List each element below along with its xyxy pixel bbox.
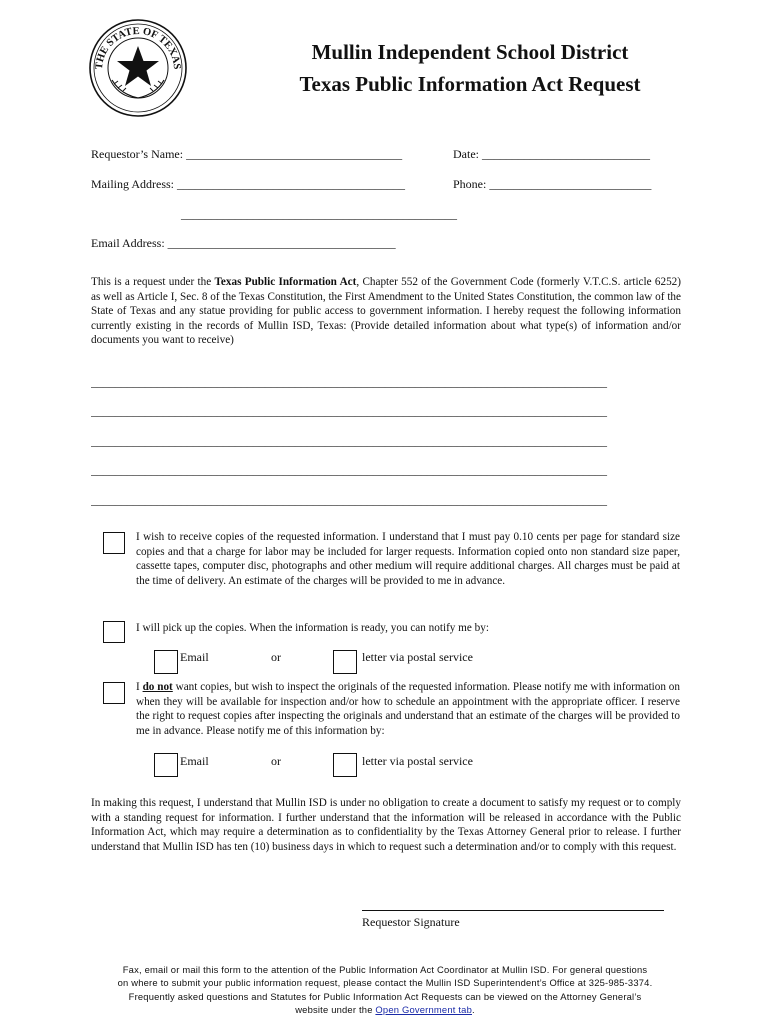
inspect-originals-checkbox[interactable]	[103, 682, 125, 704]
receive-copies-text: I wish to receive copies of the requested information. I understand that I must pay 0.10 cents per page for standard size copies and that a charge for labor may be included for larger requests. Information copied onto non standard size paper, cassette tapes, computer disc, photographs and other medium will require additional charges. All charges must be paid at the time of delivery. An estimate of the charges will be provided to me in advance.	[136, 531, 680, 587]
intro-paragraph: This is a request under the Texas Public Information Act, Chapter 552 of the Government Code (formerly V.T.C.S. article 6252) as well as Article I, Sec. 8 of the Texas Constitution, the First Amendment to the United States Constitution, the common law of the State of Texas and any statue providing for public access to government information. I hereby request the following information currently existing in the records of Mullin ISD, Texas: (Provide detailed information about what type(s) of information and/or documents you want to receive)	[91, 276, 681, 347]
request-detail-line-3[interactable]: ______________________________________________________________________________________	[91, 434, 607, 448]
inspect-postal-checkbox[interactable]	[333, 753, 357, 777]
request-detail-line-4[interactable]: ______________________________________________________________________________________	[91, 463, 607, 477]
signature-label: Requestor Signature	[362, 915, 460, 929]
form-title: Texas Public Information Act Request	[299, 72, 641, 96]
signature-line[interactable]	[362, 910, 664, 911]
pickup-copies-checkbox[interactable]	[103, 621, 125, 643]
pickup-postal-checkbox[interactable]	[333, 650, 357, 674]
district-title: Mullin Independent School District	[311, 40, 629, 64]
svg-text:THE STATE OF TEXAS: THE STATE OF TEXAS	[93, 25, 183, 70]
closing-paragraph: In making this request, I understand that Mullin ISD is under no obligation to create a document to satisfy my request or to comply with a standing request for information. I further understand that the information will be released in accordance with the Public Information Act, which may require a determination as to confidentiality by the Texas Attorney General prior to release. I further understand that Mullin ISD has ten (10) business days in which to request such a determination and/or to comply with this request.	[91, 797, 681, 853]
pickup-copies-text: I will pick up the copies. When the information is ready, you can notify me by:	[136, 622, 489, 634]
request-detail-line-2[interactable]: ______________________________________________________________________________________	[91, 404, 607, 418]
pickup-postal-label: letter via postal service	[362, 650, 473, 664]
mailing-address-field[interactable]: Mailing Address: ______________________________________	[91, 177, 405, 191]
open-government-link[interactable]: Open Government tab	[375, 1004, 472, 1016]
inspect-email-checkbox[interactable]	[154, 753, 178, 777]
inspect-or-label: or	[271, 754, 281, 768]
inspect-email-label: Email	[180, 754, 209, 768]
email-address-field[interactable]: Email Address: ______________________________________	[91, 236, 396, 250]
receive-copies-checkbox[interactable]	[103, 532, 125, 554]
pickup-or-label: or	[271, 650, 281, 664]
requestor-name-field[interactable]: Requestor’s Name: ____________________________________	[91, 147, 403, 161]
act-name: Texas Public Information Act	[214, 276, 357, 288]
do-not-emphasis: do not	[142, 681, 173, 693]
request-detail-line-5[interactable]: ______________________________________________________________________________________	[91, 493, 607, 507]
request-detail-line-1[interactable]: ______________________________________________________________________________________	[91, 375, 607, 389]
state-of-texas-seal	[88, 18, 188, 118]
footer-note: Fax, email or mail this form to the attention of the Public Information Act Coordinator at Mullin ISD. For general questions on where to submit your public information request, please contact the Mullin ISD Superintendent’s Office at 325-985-3374. Frequently asked questions and Statutes for Public Information Act Requests can be viewed on the Attorney General’s website under the Open Government tab.	[117, 964, 653, 1016]
inspect-postal-label: letter via postal service	[362, 754, 473, 768]
date-field[interactable]: Date: ____________________________	[453, 147, 650, 161]
mailing-address-line2-field[interactable]: ______________________________________________	[181, 207, 457, 221]
pickup-email-label: Email	[180, 650, 209, 664]
pickup-email-checkbox[interactable]	[154, 650, 178, 674]
phone-field[interactable]: Phone: ___________________________	[453, 177, 652, 191]
inspect-originals-text: I do not want copies, but wish to inspect the originals of the requested information. Please notify me with information on when they will be available for inspection and/or how to schedule an appointment with the appropriate officer. I reserve the right to request copies after inspecting the originals and understand that an estimate of the charges will be provided to me in advance. Please notify me of this information by:	[136, 681, 680, 737]
